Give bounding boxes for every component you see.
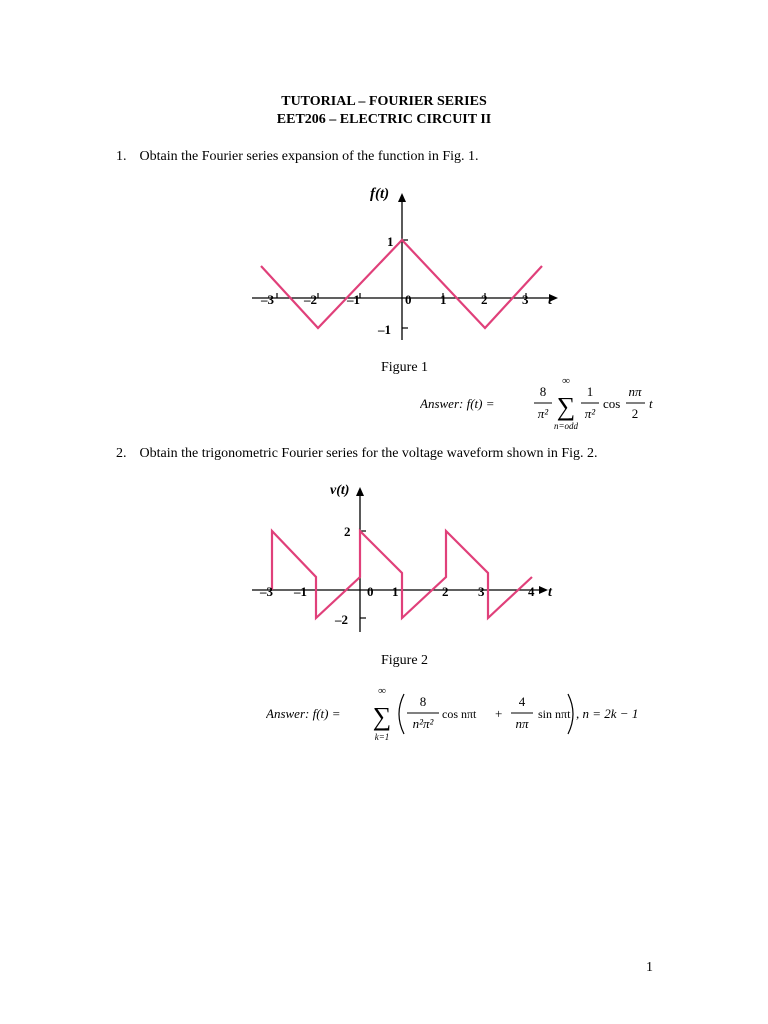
y-axis-arrow-icon [356,487,364,496]
sawtooth-waveform [272,531,532,618]
page-number: 1 [646,960,653,975]
x-tick-label: –1 [347,292,360,307]
x-axis-arrow-icon [539,586,548,594]
figure-2-plot [250,478,570,638]
x-axis-label: t [548,293,552,308]
svg-text:1: 1 [586,384,594,399]
summation-icon: ∑ [372,702,392,731]
question-text: Obtain the Fourier series expansion of the function in Fig. 1. [139,149,479,164]
svg-text:2: 2 [631,406,639,421]
course-title: EET206 – ELECTRIC CIRCUIT II [276,112,492,127]
svg-text:4: 4 [518,694,526,709]
svg-text:nπ: nπ [628,384,642,399]
svg-text:k=1: k=1 [374,732,390,742]
x-tick-label: 0 [367,584,374,599]
question-1 [116,149,479,165]
svg-text:π²: π² [537,406,549,421]
y-axis-label: f(t) [370,186,390,202]
question-2 [116,446,598,462]
x-tick-label: –1 [294,584,307,599]
y-tick-label: –1 [378,322,391,337]
y-axis-label: v(t) [330,483,350,498]
svg-text:+: + [495,706,503,721]
left-paren [399,694,404,734]
x-tick-label: 2 [442,584,449,599]
svg-text:sin nπt: sin nπt [538,707,571,721]
svg-text:π²: π² [584,406,596,421]
x-tick-label: 0 [405,292,412,307]
x-tick-label: 4 [528,584,535,599]
x-tick-label: 1 [440,292,447,307]
svg-text:, n = 2k − 1: , n = 2k − 1 [576,706,639,721]
answer-prefix: Answer: f(t) = [420,396,495,411]
answer-2-formula [266,686,666,744]
y-tick-label: –2 [335,612,348,627]
x-tick-label: 3 [478,584,485,599]
x-tick-label: 1 [392,584,399,599]
y-tick-label: 1 [387,234,394,249]
question-text: Obtain the trigonometric Fourier series for the voltage waveform shown in Fig. 2. [139,446,598,461]
x-axis-label: t [548,585,552,600]
svg-text:cos nπt: cos nπt [442,707,477,721]
x-tick-label: –2 [304,292,317,307]
x-tick-label: –3 [261,292,274,307]
svg-text:cos: cos [603,396,621,411]
x-tick-label: 2 [481,292,488,307]
document-title: TUTORIAL – FOURIER SERIES [281,94,487,109]
y-tick-label: 2 [344,524,351,539]
question-number: 1. [116,149,127,164]
svg-text:t: t [649,396,653,411]
answer-prefix: Answer: f(t) = [266,706,341,721]
svg-text:∞: ∞ [562,376,570,387]
svg-text:n²π²: n²π² [412,716,434,731]
svg-text:n=odd: n=odd [553,421,579,431]
x-tick-label: 3 [522,292,529,307]
question-number: 2. [116,446,127,461]
y-axis-arrow-icon [398,193,406,202]
svg-text:8: 8 [419,694,427,709]
answer-1-formula [420,376,670,432]
figure-2-caption: Figure 2 [381,653,429,668]
summation-icon: ∑ [556,392,576,421]
x-tick-label: –3 [260,584,273,599]
figure-1-caption: Figure 1 [381,360,429,375]
svg-text:8: 8 [539,384,547,399]
figure-1-plot [250,180,570,350]
svg-text:nπ: nπ [515,716,529,731]
svg-text:∞: ∞ [378,686,386,697]
